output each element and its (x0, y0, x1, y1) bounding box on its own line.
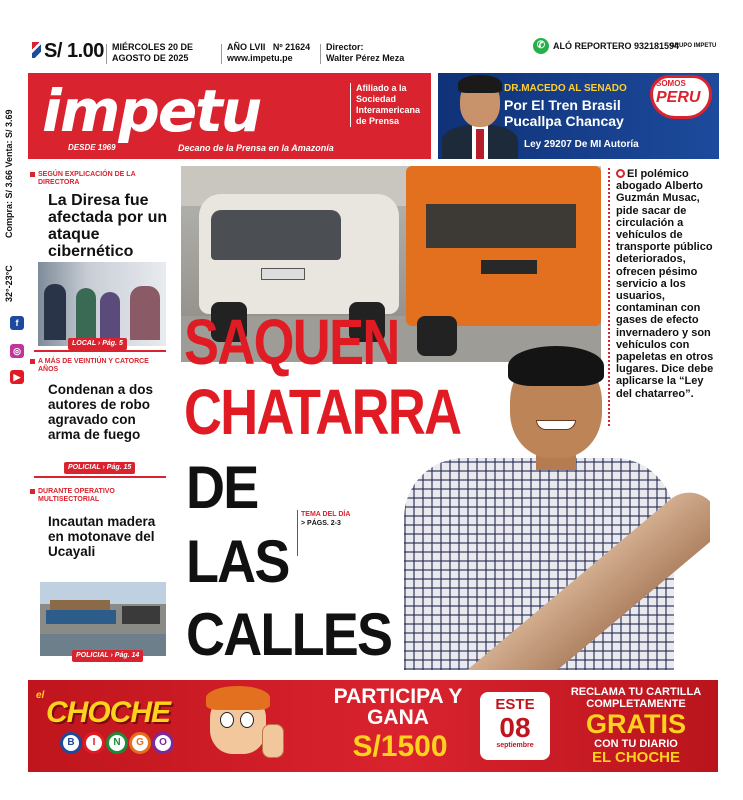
page-ref: Pág. 14 (114, 652, 140, 659)
deck-text: El polémico abogado Alberto Guzmán Musac, pide sacar de circulación a vehículos de transporte público deteriorados, ofrecen pésimo servicio a los usuarios, contaminan con gases de efecto invernadero y son vehículos con papeletas en otros lugares. Dice debe aplicarse la “Ley del chatarreo”. (616, 168, 714, 400)
story-madera[interactable] (28, 484, 172, 672)
tema-del-dia[interactable] (297, 510, 350, 556)
director-name: Walter Pérez Meza (326, 53, 405, 63)
issue-price (32, 40, 104, 63)
bingo-ball: I (83, 732, 105, 754)
tema-pages: > PÁGS. 2-3 (301, 520, 341, 527)
facebook-icon[interactable]: f (10, 316, 24, 330)
director-label: Director: (326, 42, 364, 52)
choche-bingo-banner[interactable] (28, 680, 718, 772)
ad-law: Ley 29207 De MI Autoría (524, 139, 639, 150)
headline-line2: CHATARRA (184, 376, 461, 448)
date-line2: AGOSTO DE 2025 (112, 53, 189, 63)
page-ref: Pág. 5 (102, 340, 123, 347)
draw-date-box (480, 692, 550, 760)
masthead-tagline: Decano de la Prensa en la Amazonía (178, 143, 334, 153)
masthead (28, 73, 431, 159)
bullet-icon (616, 169, 625, 178)
date-day: 08 (499, 712, 531, 743)
tema-label: TEMA DEL DÍA (301, 511, 351, 518)
affiliation-text: Afiliado a la Sociedad Interamericana de Prensa (350, 83, 428, 127)
website-link[interactable]: www.impetu.pe (227, 53, 293, 63)
whatsapp-contact[interactable] (533, 38, 679, 54)
exchange-rate: Compra: S/ 3.66 Venta: S/ 3.69 (4, 109, 14, 238)
ad-slogan-line2: Pucallpa Chancay (504, 113, 624, 129)
headline-line4: LAS (186, 528, 289, 595)
page-ref: Pág. 15 (106, 464, 132, 471)
grupo-impetu: GRUPO IMPETU (670, 43, 717, 49)
top-info-bar (28, 38, 718, 68)
headline-line5: CALLES (186, 601, 392, 668)
since-year: DESDE 1969 (68, 143, 116, 152)
somos-peru-logo (646, 75, 714, 119)
temperature: 32°-23°C (4, 265, 14, 302)
section-label: POLICIAL (68, 464, 101, 471)
bingo-ball: O (152, 732, 174, 754)
lead-deck (608, 168, 716, 426)
bingo-ball: G (129, 732, 151, 754)
party-word1: SOMOS (656, 79, 686, 88)
story-headline: La Diresa fue afectada por un ataque cibernético (48, 192, 168, 260)
brand-prefix: el (36, 690, 45, 701)
claim-line4: EL CHOCHE (591, 749, 681, 766)
bingo-ball: N (106, 732, 128, 754)
year-issue: AÑO LVII Nº 21624 (227, 42, 311, 52)
whatsapp-label: ALÓ REPORTERO 932181594 (553, 41, 680, 51)
instagram-icon[interactable]: ◎ (10, 344, 24, 358)
story-section-tag: POLICIAL › Pág. 15 (64, 462, 135, 474)
story-headline: Incautan madera en motonave del Ucayali (48, 514, 156, 559)
story-kicker: SEGÚN EXPLICACIÓN DE LA DIRECTORA (38, 171, 168, 187)
headline-line3: DE (186, 454, 258, 521)
headline-line1: SAQUEN (184, 306, 399, 378)
claim-line3: CON TU DIARIO (594, 738, 678, 750)
story-condenan[interactable] (28, 354, 172, 472)
impetu-logo[interactable]: impetu (42, 77, 261, 145)
political-ad[interactable] (438, 73, 719, 159)
story-photo (40, 582, 166, 656)
choche-logo: CHOCHE (46, 696, 171, 729)
ad-slogan (504, 97, 624, 129)
story-photo (38, 262, 166, 346)
section-label: LOCAL (72, 340, 96, 347)
left-info-strip (4, 88, 26, 388)
date-month: septiembre (496, 742, 534, 749)
participa-text: PARTICIPA Y GANA (333, 685, 463, 729)
bingo-balls (60, 732, 174, 754)
story-headline: Condenan a dos autores de robo agravado con arma de fuego (48, 382, 154, 442)
story-kicker: A MÁS DE VEINTIÚN Y CATORCE AÑOS (38, 358, 168, 374)
claim-text (558, 686, 714, 766)
section-label: POLICIAL (76, 652, 109, 659)
ad-candidate-name: DR.MACEDO AL SENADO (504, 83, 627, 94)
story-diresa[interactable] (28, 166, 172, 348)
mascot-thumbs-up-icon (200, 684, 290, 772)
ad-slogan-line1: Por El Tren Brasil (504, 97, 621, 113)
date-line1: MIÉRCOLES 20 DE (112, 42, 194, 52)
party-word2: PERU (656, 89, 701, 106)
price-value: S/ 1.00 (44, 40, 104, 62)
bingo-ball: B (60, 732, 82, 754)
claim-line2: GRATIS (586, 709, 686, 739)
youtube-icon[interactable]: ▶ (10, 370, 24, 384)
log-prop (430, 430, 710, 670)
story-section-tag: POLICIAL › Pág. 14 (72, 650, 143, 662)
date-label: ESTE (495, 696, 535, 713)
story-kicker: DURANTE OPERATIVO MULTISECTORIAL (38, 488, 168, 504)
price-bars-icon (32, 42, 41, 58)
story-section-tag: LOCAL › Pág. 5 (68, 338, 127, 350)
whatsapp-icon: ✆ (533, 38, 549, 54)
prize-amount: S/1500 (352, 730, 448, 763)
claim-line1: RECLAMA TU CARTILLA COMPLETAMENTE (570, 686, 702, 710)
